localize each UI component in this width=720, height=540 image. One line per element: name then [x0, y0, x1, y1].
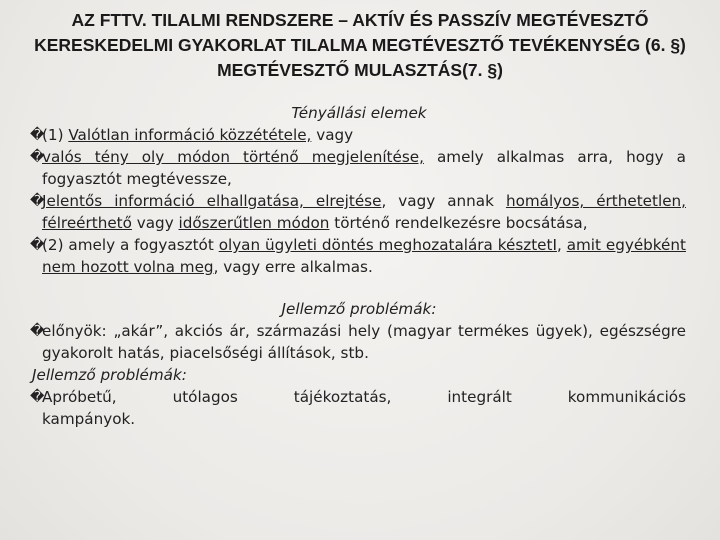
list-item-false-info [32, 124, 686, 146]
item-emphasis: olyan ügyleti döntés meghozatalára késztetI [218, 236, 557, 254]
item-text: , vagy erre alkalmas. [213, 258, 373, 276]
item-text: amely alkalmas arra, hogy a fogyasztót megtévessze, [42, 148, 686, 188]
bullet-icon: � [30, 323, 45, 339]
item-text: vagy [311, 126, 354, 144]
section-heading-problems: Jellemző problémák: [281, 300, 437, 318]
item-emphasis: amit egyébként nem hozott volna meg [42, 236, 686, 276]
bullet-icon: � [30, 127, 45, 143]
slide-title: AZ FTTV. TILALMI RENDSZERE – AKTÍV ÉS PASSZÍV MEGTÉVESZTŐ KERESKEDELMI GYAKORLAT TILALMA MEGTÉVESZTŐ TEVÉKENYSÉG (6. §) MEGTÉVESZTŐ MULASZTÁS(7. §) [34, 10, 686, 80]
list-item-fineprint [32, 386, 686, 430]
section-heading-elements: Tényállási elemek [291, 104, 427, 122]
item-emphasis: valós tény oly módon történő megjelenítése, [42, 148, 424, 166]
item-text: előnyök: „akár”, akciós ár, származási hely (magyar termékes ügyek), egészségre gyakorolt hatás, piacelsőségi állítások, stb. [42, 322, 686, 362]
bullet-icon: � [30, 237, 45, 253]
item-emphasis: Jelentős információ elhallgatása, elrejtése [42, 192, 382, 210]
item-text: Apróbetű, utólagos tájékoztatás, integrált kommunikációs kampányok. [42, 388, 686, 428]
item-text: (1) [42, 126, 69, 144]
bullet-icon: � [30, 389, 45, 405]
item-text: (2) amely a fogyasztót [42, 236, 219, 254]
list-item-withholding [32, 190, 686, 234]
item-text: , vagy annak [381, 192, 506, 210]
item-emphasis: homályos, érthetetlen, félreérthető [42, 192, 686, 232]
item-text: vagy [131, 214, 179, 232]
bullet-icon: � [30, 193, 45, 209]
item-text: történő rendelkezésre bocsátása, [329, 214, 588, 232]
item-emphasis: időszerűtlen módon [178, 214, 330, 232]
item-emphasis: Valótlan információ közzététele, [68, 126, 312, 144]
list-item-true-fact [32, 146, 686, 190]
list-item-benefits [32, 320, 686, 364]
section-heading-problems-2: Jellemző problémák: [32, 366, 187, 384]
slide-body [32, 102, 686, 430]
bullet-icon: � [30, 149, 45, 165]
list-item-decision [32, 234, 686, 278]
item-text: , [556, 236, 567, 254]
